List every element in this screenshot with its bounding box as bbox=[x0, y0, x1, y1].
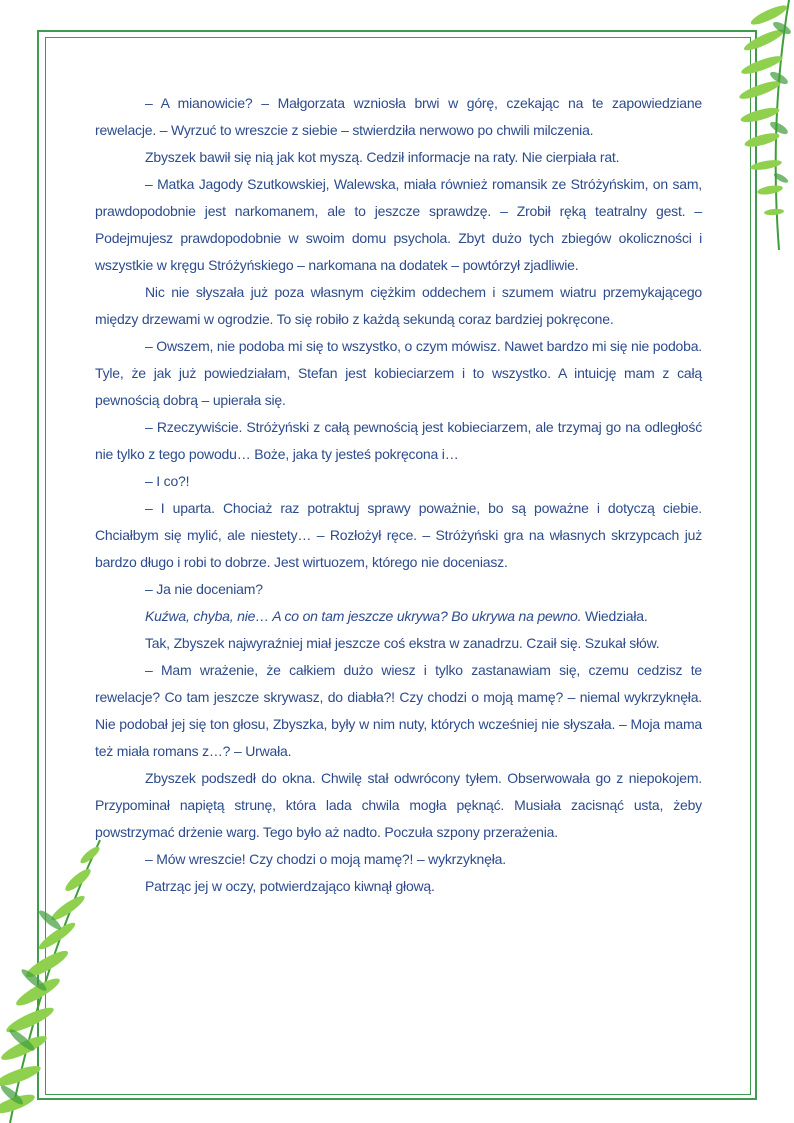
paragraph: – I co?! bbox=[145, 473, 190, 489]
paragraph: – I uparta. Chociaż raz potraktuj sprawy poważnie, bo są poważne i dotyczą ciebie. Chciałbym się mylić, ale niestety… – Rozłożył ręce. – Stróżyński gra na własnych skrzypcach już bardzo długo i robi to dobrze. Jest wirtuozem, którego nie doceniasz. bbox=[95, 500, 702, 570]
fern-leaf-bottom-left-icon bbox=[0, 830, 110, 1123]
paragraph: – Ja nie doceniam? bbox=[145, 581, 263, 597]
italic-thought: Kuźwa, chyba, nie… A co on tam jeszcze ukrywa? Bo ukrywa na pewno. bbox=[145, 608, 582, 624]
paragraph: – Matka Jagody Szutkowskiej, Walewska, miała również romansik ze Stróżyńskim, on sam, prawdopodobnie jest narkomanem, ale to jeszcze sprawdzę. – Zrobił ręką teatralny gest. – Podejmujesz prawdopodobnie w swoim domu psychola. Zbyt dużo tych zbiegów okoliczności i wszystkie w kręgu Stróżyńskiego – narkomana na dodatek – powtórzył zjadliwie. bbox=[95, 176, 702, 273]
paragraph: – A mianowicie? – Małgorzata wzniosła brwi w górę, czekając na te zapowiedziane rewelacje. – Wyrzuć to wreszcie z siebie – stwierdziła nerwowo po chwili milczenia. bbox=[95, 95, 702, 138]
paragraph: Nic nie słyszała już poza własnym ciężkim oddechem i szumem wiatru przemykającego między drzewami w ogrodzie. To się robiło z każdą sekundą coraz bardziej pokręcone. bbox=[95, 284, 702, 327]
paragraph: Zbyszek bawił się nią jak kot myszą. Cedził informacje na raty. Nie cierpiała rat. bbox=[145, 149, 620, 165]
paragraph: – Mów wreszcie! Czy chodzi o moją mamę?! – wykrzyknęła. bbox=[145, 851, 506, 867]
paragraph: – Rzeczywiście. Stróżyński z całą pewnością jest kobieciarzem, ale trzymaj go na odległość nie tylko z tego powodu… Boże, jaka ty jesteś pokręcona i… bbox=[95, 419, 702, 462]
paragraph-italic bbox=[95, 603, 702, 630]
paragraph: – Owszem, nie podoba mi się to wszystko, o czym mówisz. Nawet bardzo mi się nie podoba. Tyle, że jak już powiedziałam, Stefan jest kobieciarzem i to wszystko. A intuicję mam z całą pewnością dobrą – upierała się. bbox=[95, 338, 702, 408]
paragraph: – Mam wrażenie, że całkiem dużo wiesz i tylko zastanawiam się, czemu cedzisz te rewelacje? Co tam jeszcze skrywasz, do diabła?! Czy chodzi o moją mamę? – niemal wykrzyknęła. Nie podobał jej się ton głosu, Zbyszka, były w nim nuty, których wcześniej nie słyszała. – Moja mama też miała romans z…? – Urwała. bbox=[95, 662, 702, 759]
paragraph: Tak, Zbyszek najwyraźniej miał jeszcze coś ekstra w zanadrzu. Czaił się. Szukał słów. bbox=[145, 635, 660, 651]
story-text bbox=[95, 90, 702, 900]
paragraph: Patrząc jej w oczy, potwierdzająco kiwnął głową. bbox=[145, 878, 435, 894]
fern-leaf-top-right-icon bbox=[724, 0, 794, 250]
plain-text: Wiedziała. bbox=[581, 608, 648, 624]
paragraph: Zbyszek podszedł do okna. Chwilę stał odwrócony tyłem. Obserwowała go z niepokojem. Przypominał napiętą strunę, która lada chwila mogła pęknąć. Musiała zacisnąć usta, żeby powstrzymać drżenie warg. Tego było aż nadto. Poczuła szpony przerażenia. bbox=[95, 770, 702, 840]
